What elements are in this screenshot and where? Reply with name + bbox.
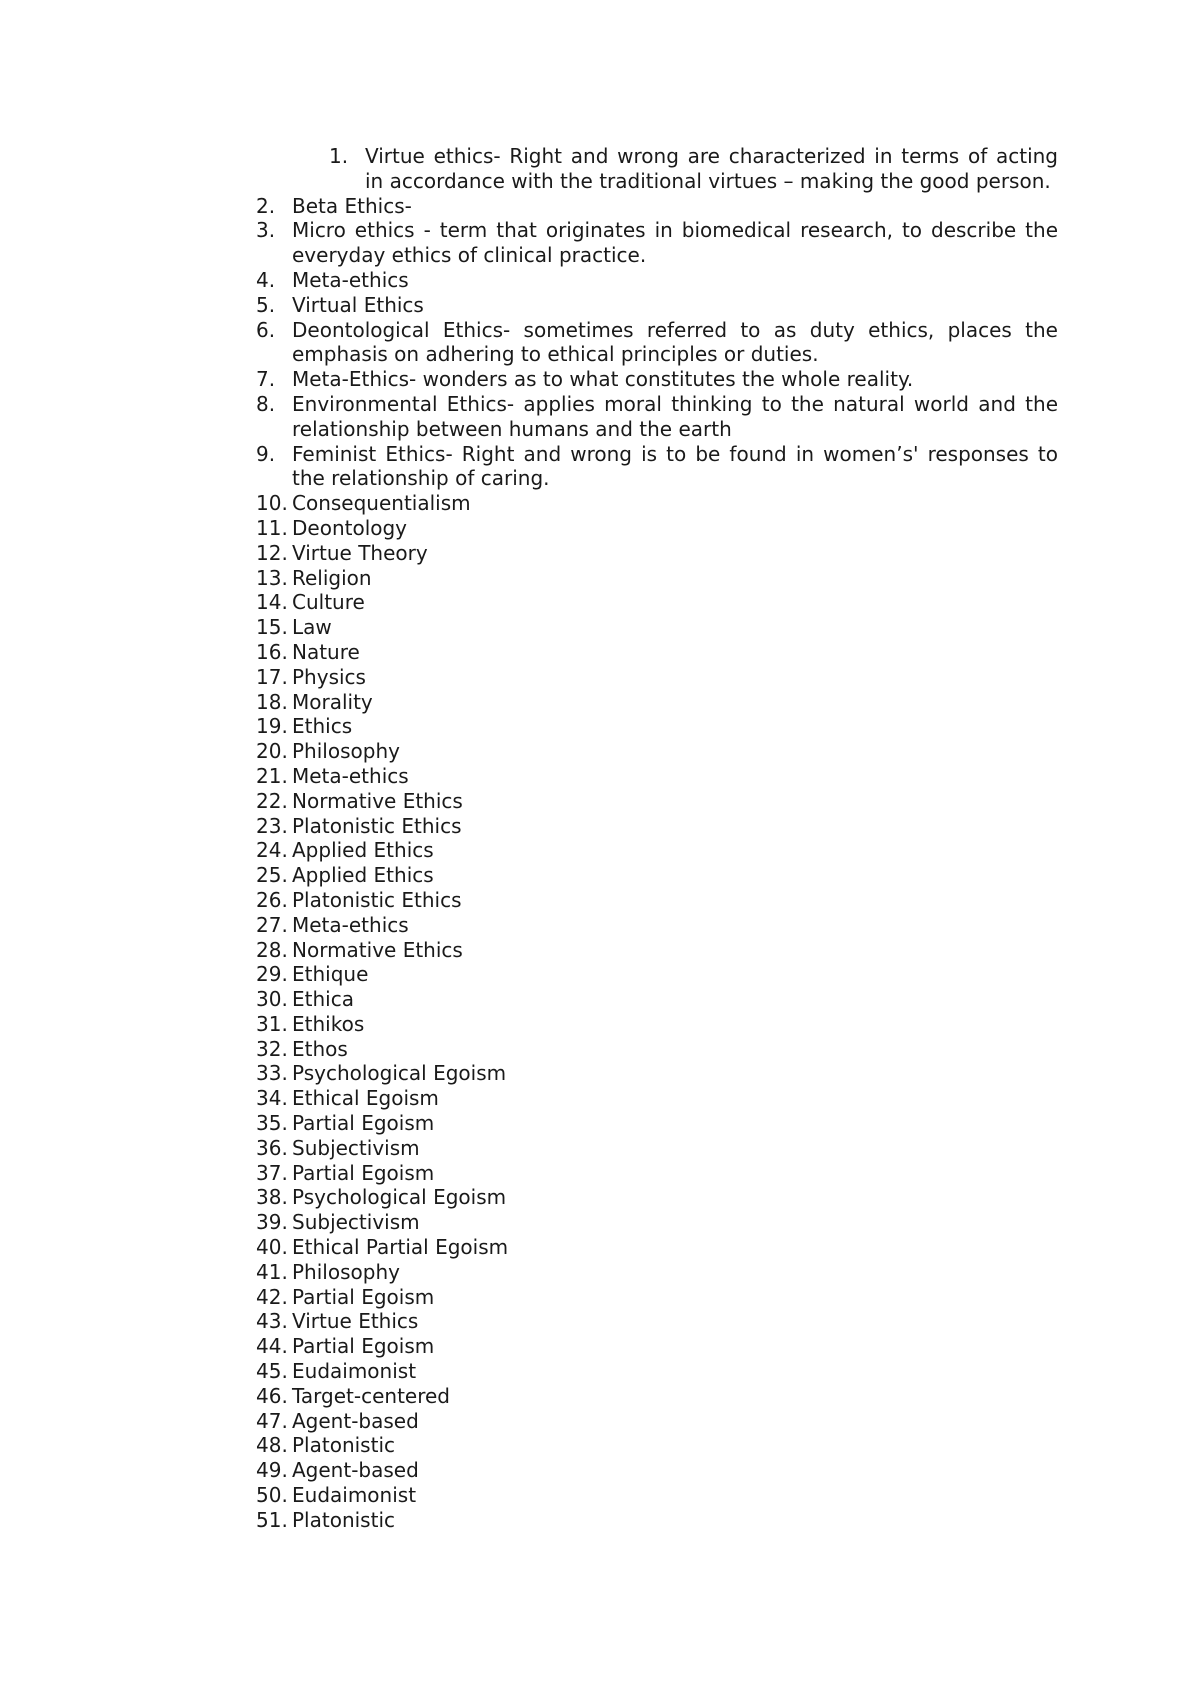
list-item-text: Platonistic xyxy=(292,1507,395,1532)
list-item-number: 51. xyxy=(256,1507,288,1532)
list-item xyxy=(0,640,1058,665)
list-item-number: 39. xyxy=(256,1210,288,1235)
list-item xyxy=(0,566,1058,591)
list-item xyxy=(0,814,1058,839)
list-item-text: Virtue Ethics xyxy=(292,1309,419,1334)
list-item xyxy=(0,1086,1058,1111)
list-item xyxy=(0,1260,1058,1285)
list-item xyxy=(0,293,1058,318)
list-item-text: Ethique xyxy=(292,962,369,987)
list-item-number: 48. xyxy=(256,1433,288,1458)
list-item-text: Eudaimonist xyxy=(292,1359,417,1384)
list-item-number: 26. xyxy=(256,887,288,912)
list-item xyxy=(0,1037,1058,1062)
list-item-text: Morality xyxy=(292,689,373,714)
list-item xyxy=(0,913,1058,938)
list-item-number: 38. xyxy=(256,1185,288,1210)
list-item-text: Ethical Egoism xyxy=(292,1086,439,1111)
list-item-text: Feminist Ethics- Right and wrong is to be found in women’s' responses to the relationship of caring. xyxy=(292,441,1058,491)
list-item xyxy=(0,442,1058,492)
list-item-number: 16. xyxy=(256,639,288,664)
list-item-number: 9. xyxy=(256,441,276,466)
list-item xyxy=(0,739,1058,764)
list-item-number: 46. xyxy=(256,1383,288,1408)
list-item-number: 12. xyxy=(256,540,288,565)
list-item xyxy=(0,789,1058,814)
list-item-number: 37. xyxy=(256,1160,288,1185)
list-item-text: Agent-based xyxy=(292,1458,419,1483)
list-item-text: Partial Egoism xyxy=(292,1334,435,1359)
list-item xyxy=(0,987,1058,1012)
list-item-text: Culture xyxy=(292,590,365,615)
list-item-number: 11. xyxy=(256,515,288,540)
list-item xyxy=(0,1285,1058,1310)
list-item-text: Meta-ethics xyxy=(292,763,409,788)
list-item-text: Meta-ethics xyxy=(292,912,409,937)
list-item-text: Ethos xyxy=(292,1036,348,1061)
list-item-number: 1. xyxy=(329,144,349,168)
list-item xyxy=(0,764,1058,789)
list-item-number: 27. xyxy=(256,912,288,937)
list-item xyxy=(0,1433,1058,1458)
list-item xyxy=(0,194,1058,219)
list-item-text: Meta-Ethics- wonders as to what constitutes the whole reality. xyxy=(292,367,914,392)
list-item xyxy=(0,1111,1058,1136)
list-item-text: Virtue Theory xyxy=(292,540,428,565)
list-item xyxy=(0,1185,1058,1210)
list-item xyxy=(0,690,1058,715)
list-item-text: Platonistic Ethics xyxy=(292,887,462,912)
list-item-text: Platonistic xyxy=(292,1433,395,1458)
list-item xyxy=(0,268,1058,293)
list-item xyxy=(0,888,1058,913)
list-item-text: Partial Egoism xyxy=(292,1111,435,1136)
list-item xyxy=(0,516,1058,541)
list-item xyxy=(0,1359,1058,1384)
list-item xyxy=(0,218,1058,268)
list-item-text: Platonistic Ethics xyxy=(292,813,462,838)
list-item-number: 33. xyxy=(256,1061,288,1086)
list-item-number: 44. xyxy=(256,1334,288,1359)
list-item-text: Normative Ethics xyxy=(292,788,463,813)
list-item-text: Deontological Ethics- sometimes referred to as duty ethics, places the emphasis on adhering to ethical principles or duties. xyxy=(292,317,1058,367)
list-item-number: 49. xyxy=(256,1458,288,1483)
list-item xyxy=(0,1235,1058,1260)
list-item-number: 31. xyxy=(256,1011,288,1036)
list-item xyxy=(0,863,1058,888)
list-item-number: 29. xyxy=(256,962,288,987)
list-item-text: Ethical Partial Egoism xyxy=(292,1235,509,1260)
list-item-text: Normative Ethics xyxy=(292,937,463,962)
list-item-number: 45. xyxy=(256,1359,288,1384)
list-item xyxy=(0,144,1058,194)
list-item-text: Philosophy xyxy=(292,1259,400,1284)
list-item-text: Nature xyxy=(292,639,360,664)
list-item xyxy=(0,1409,1058,1434)
list-item-number: 17. xyxy=(256,664,288,689)
list-item xyxy=(0,1210,1058,1235)
list-item-text: Subjectivism xyxy=(292,1135,420,1160)
list-item xyxy=(0,1136,1058,1161)
list-item-number: 6. xyxy=(256,317,276,342)
list-item xyxy=(0,838,1058,863)
list-item-number: 2. xyxy=(256,193,276,218)
list-item-number: 4. xyxy=(256,267,276,292)
list-item xyxy=(0,367,1058,392)
list-item-text: Consequentialism xyxy=(292,491,471,516)
list-item-number: 23. xyxy=(256,813,288,838)
list-item-number: 8. xyxy=(256,391,276,416)
list-item-text: Ethikos xyxy=(292,1011,365,1036)
list-item-number: 43. xyxy=(256,1309,288,1334)
list-item-text: Applied Ethics xyxy=(292,838,434,863)
list-item xyxy=(0,590,1058,615)
list-item-text: Virtue ethics- Right and wrong are characterized in terms of acting in accordance with the traditional virtues – making the good person. xyxy=(365,144,1058,193)
list-item xyxy=(0,1508,1058,1533)
list-item xyxy=(0,1334,1058,1359)
list-item-number: 20. xyxy=(256,739,288,764)
list-item-text: Agent-based xyxy=(292,1408,419,1433)
list-item-number: 15. xyxy=(256,615,288,640)
list-item xyxy=(0,1458,1058,1483)
list-item-number: 28. xyxy=(256,937,288,962)
list-item xyxy=(0,1384,1058,1409)
list-item-text: Ethics xyxy=(292,714,353,739)
list-item-text: Micro ethics - term that originates in biomedical research, to describe the everyday ethics of clinical practice. xyxy=(292,218,1058,268)
list-item-number: 36. xyxy=(256,1135,288,1160)
list-item-text: Eudaimonist xyxy=(292,1483,417,1508)
list-item-number: 50. xyxy=(256,1483,288,1508)
list-item-number: 18. xyxy=(256,689,288,714)
list-item-text: Psychological Egoism xyxy=(292,1185,507,1210)
list-item-text: Environmental Ethics- applies moral thinking to the natural world and the relationship between humans and the earth xyxy=(292,391,1058,441)
list-item-number: 40. xyxy=(256,1235,288,1260)
list-item-text: Target-centered xyxy=(292,1383,450,1408)
list-item-text: Deontology xyxy=(292,515,408,540)
list-item-number: 13. xyxy=(256,565,288,590)
list-item xyxy=(0,1161,1058,1186)
list-item-number: 22. xyxy=(256,788,288,813)
list-item-number: 21. xyxy=(256,763,288,788)
list-item xyxy=(0,1061,1058,1086)
list-item xyxy=(0,1483,1058,1508)
list-item-text: Law xyxy=(292,615,332,640)
list-item-text: Psychological Egoism xyxy=(292,1061,507,1086)
list-item-number: 41. xyxy=(256,1259,288,1284)
list-item-number: 10. xyxy=(256,491,288,516)
list-item xyxy=(0,491,1058,516)
list-item-text: Physics xyxy=(292,664,366,689)
list-item-text: Religion xyxy=(292,565,372,590)
list-item-text: Ethica xyxy=(292,987,354,1012)
list-item-number: 30. xyxy=(256,987,288,1012)
list-item-number: 7. xyxy=(256,367,276,392)
list-item xyxy=(0,1309,1058,1334)
list-item-number: 42. xyxy=(256,1284,288,1309)
list-item xyxy=(0,1012,1058,1037)
list-item-number: 24. xyxy=(256,838,288,863)
list-item-text: Partial Egoism xyxy=(292,1160,435,1185)
list-item xyxy=(0,318,1058,368)
list-item-text: Beta Ethics- xyxy=(292,193,412,218)
list-item xyxy=(0,714,1058,739)
list-item xyxy=(0,962,1058,987)
list-item xyxy=(0,541,1058,566)
list-item-number: 14. xyxy=(256,590,288,615)
list-item-number: 5. xyxy=(256,292,276,317)
list-item-number: 34. xyxy=(256,1086,288,1111)
numbered-list xyxy=(0,144,1200,1533)
list-item-text: Subjectivism xyxy=(292,1210,420,1235)
list-item xyxy=(0,615,1058,640)
list-item-text: Philosophy xyxy=(292,739,400,764)
list-item-text: Meta-ethics xyxy=(292,267,409,292)
list-item-number: 25. xyxy=(256,863,288,888)
list-item-number: 32. xyxy=(256,1036,288,1061)
list-item xyxy=(0,665,1058,690)
list-item-text: Virtual Ethics xyxy=(292,292,424,317)
list-item xyxy=(0,938,1058,963)
list-item-text: Partial Egoism xyxy=(292,1284,435,1309)
list-item-number: 19. xyxy=(256,714,288,739)
list-item-text: Applied Ethics xyxy=(292,863,434,888)
list-item-number: 35. xyxy=(256,1111,288,1136)
list-item xyxy=(0,392,1058,442)
list-item-number: 47. xyxy=(256,1408,288,1433)
list-item-number: 3. xyxy=(256,218,276,243)
